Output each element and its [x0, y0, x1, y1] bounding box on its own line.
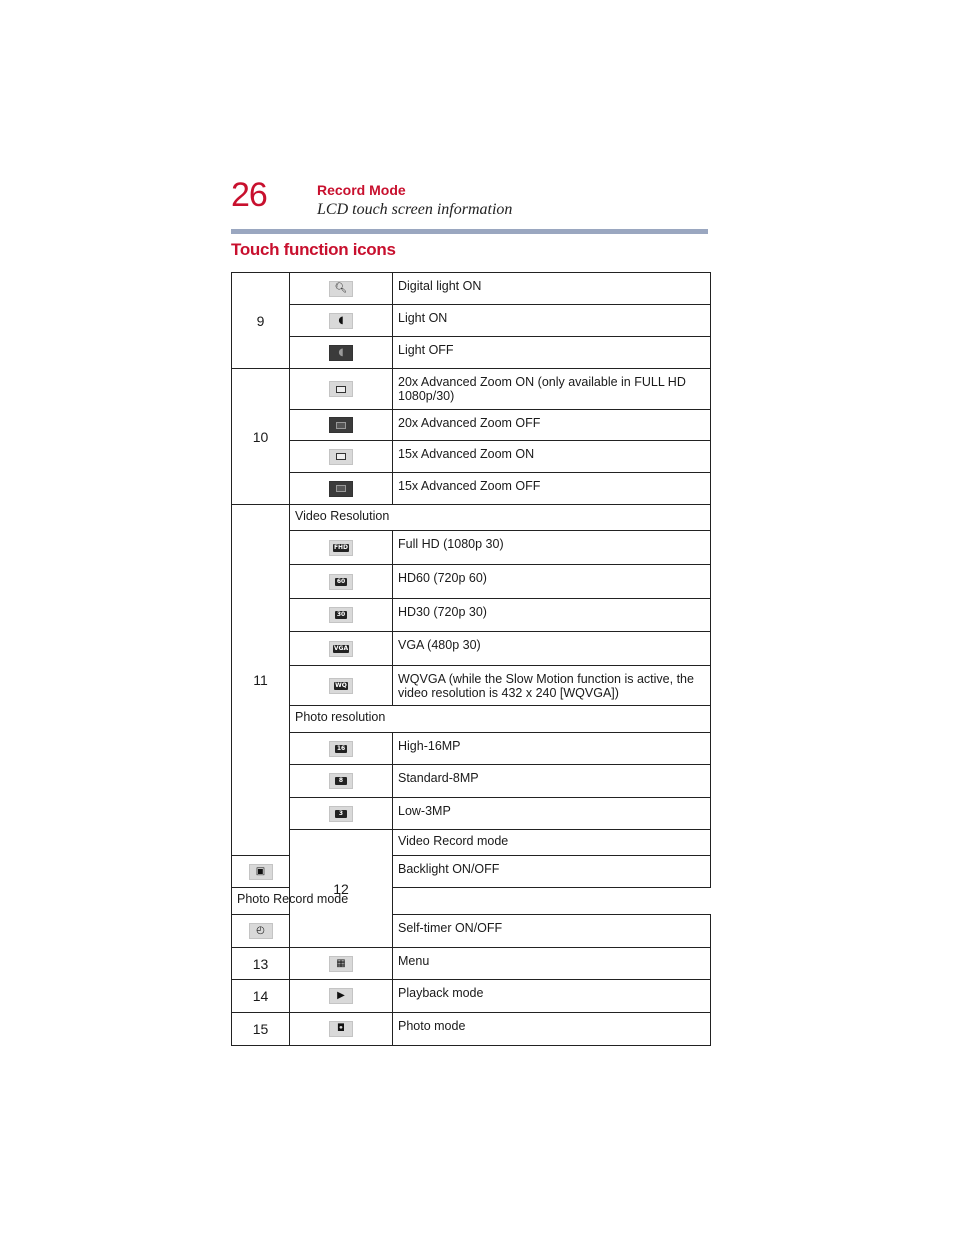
icon-description: Low-3MP — [393, 798, 711, 830]
hd60-icon: 60 — [329, 574, 353, 590]
icon-description: Digital light ON — [393, 273, 711, 305]
table-row — [232, 410, 711, 441]
table-row — [232, 565, 711, 599]
icon-description: 15x Advanced Zoom ON — [393, 441, 711, 473]
icon-description: 20x Advanced Zoom ON (only available in FULL HD 1080p/30) — [393, 369, 711, 410]
digital-light-on-icon: 🔍︎ — [329, 281, 353, 297]
resolution-badge: 3 — [335, 810, 347, 818]
resolution-badge: 8 — [335, 777, 347, 785]
subheading-photo-resolution: Photo resolution — [290, 706, 711, 733]
icon-description: Photo mode — [393, 1013, 711, 1046]
wqvga-icon: WQ — [329, 678, 353, 694]
table-row — [232, 305, 711, 337]
touch-icons-table — [231, 272, 711, 1046]
icon-description: WQVGA (while the Slow Motion function is active, the video resolution is 432 x 240 [WQVGA]) — [393, 666, 711, 706]
table-row — [232, 980, 711, 1013]
subheading-video-record-mode: Video Record mode — [393, 830, 711, 856]
vga-icon: VGA — [329, 641, 353, 657]
zoom-15x-on-icon — [329, 449, 353, 465]
icon-description: Standard-8MP — [393, 765, 711, 798]
table-row — [232, 733, 711, 765]
header-rule — [231, 229, 708, 234]
camera-icon: ◘ — [329, 1021, 353, 1037]
icon-description: Playback mode — [393, 980, 711, 1013]
row-number: 9 — [232, 273, 290, 369]
icon-description: HD30 (720p 30) — [393, 599, 711, 632]
table-row — [232, 666, 711, 706]
table-row — [232, 798, 711, 830]
section-subtitle: LCD touch screen information — [317, 201, 513, 218]
table-row — [232, 441, 711, 473]
self-timer-icon: ◴ — [249, 923, 273, 939]
icon-description: Backlight ON/OFF — [393, 856, 711, 888]
table-row — [232, 1013, 711, 1046]
icon-description: Light ON — [393, 305, 711, 337]
table-row — [232, 706, 711, 733]
light-on-icon: ◖ — [329, 313, 353, 329]
table-row — [232, 765, 711, 798]
photo-3mp-icon — [329, 806, 353, 822]
table-row — [232, 273, 711, 305]
row-number: 14 — [232, 980, 290, 1013]
page-number: 26 — [231, 176, 267, 214]
menu-grid-icon: ▦ — [329, 956, 353, 972]
table-row — [232, 369, 711, 410]
icon-description: Light OFF — [393, 337, 711, 369]
table-row — [232, 830, 711, 856]
icon-description: VGA (480p 30) — [393, 632, 711, 666]
table-row — [232, 531, 711, 565]
icon-description: 20x Advanced Zoom OFF — [393, 410, 711, 441]
light-off-icon: ◖ — [329, 345, 353, 361]
full-hd-icon: FHD — [329, 540, 353, 556]
backlight-icon: ▣ — [249, 864, 273, 880]
icon-description: Self-timer ON/OFF — [393, 915, 711, 948]
table-row — [232, 337, 711, 369]
icon-description: HD60 (720p 60) — [393, 565, 711, 599]
table-row — [232, 473, 711, 505]
zoom-20x-off-icon — [329, 417, 353, 433]
table-row — [232, 599, 711, 632]
table-row — [232, 948, 711, 980]
icon-description: High-16MP — [393, 733, 711, 765]
row-number: 13 — [232, 948, 290, 980]
subheading-video-resolution: Video Resolution — [290, 505, 711, 531]
row-number: 11 — [232, 505, 290, 856]
icon-description: Menu — [393, 948, 711, 980]
row-number: 15 — [232, 1013, 290, 1046]
table-row — [232, 632, 711, 666]
zoom-20x-on-icon — [329, 381, 353, 397]
zoom-15x-off-icon — [329, 481, 353, 497]
playback-icon: ▶ — [329, 988, 353, 1004]
section-title: Record Mode — [317, 182, 406, 198]
photo-16mp-icon — [329, 741, 353, 757]
hd30-icon: 30 — [329, 607, 353, 623]
subheading-photo-record-mode: Photo Record mode — [232, 888, 393, 915]
table-row — [232, 888, 711, 915]
row-number: 12 — [290, 830, 393, 948]
photo-8mp-icon — [329, 773, 353, 789]
row-number: 10 — [232, 369, 290, 505]
icon-description: 15x Advanced Zoom OFF — [393, 473, 711, 505]
resolution-badge: 16 — [336, 744, 346, 752]
icon-description: Full HD (1080p 30) — [393, 531, 711, 565]
table-row — [232, 505, 711, 531]
page-heading: Touch function icons — [231, 240, 396, 259]
